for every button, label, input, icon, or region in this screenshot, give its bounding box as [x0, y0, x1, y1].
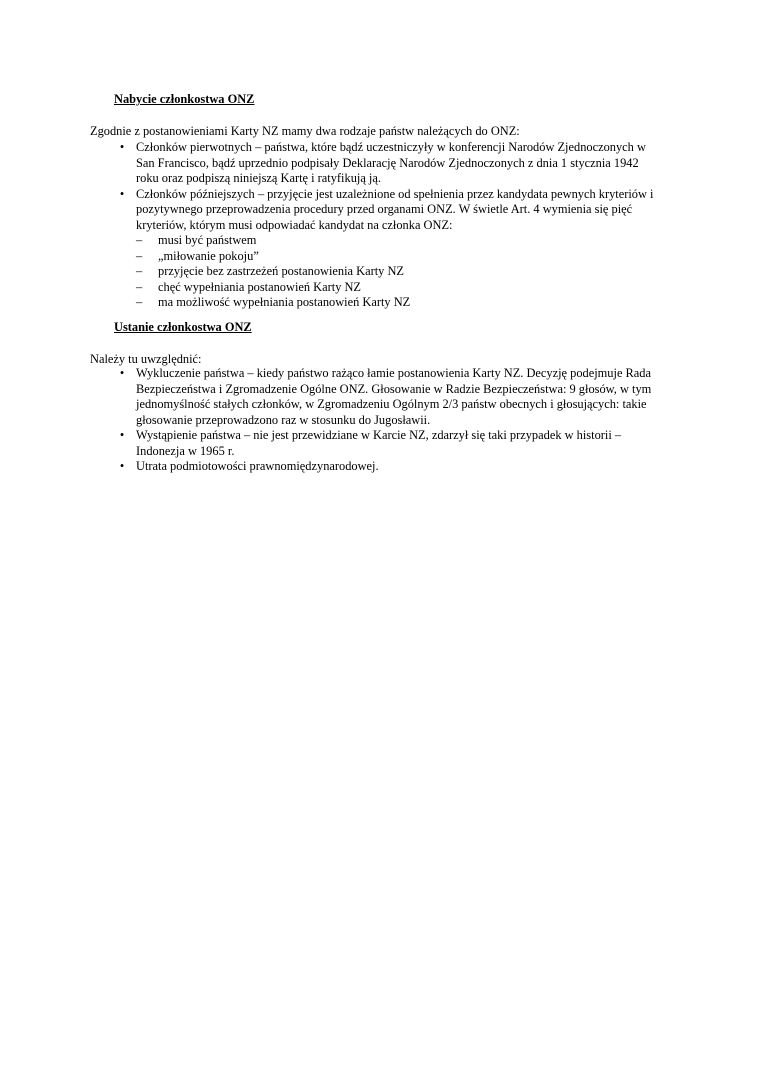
criteria-item: [90, 233, 660, 249]
criteria-item: [90, 295, 660, 311]
dash-icon: –: [136, 248, 143, 263]
membership-types-list: [90, 140, 660, 311]
bullet-icon: •: [119, 186, 125, 201]
criteria-text: chęć wypełniania postanowień Karty NZ: [158, 279, 361, 294]
criteria-item: [90, 249, 660, 265]
criteria-container: [90, 233, 660, 311]
dash-icon: –: [136, 233, 143, 247]
dash-icon: –: [136, 279, 143, 294]
criteria-text: przyjęcie bez zastrzeżeń postanowienia Karty NZ: [158, 264, 404, 278]
termination-list: [90, 366, 660, 475]
criteria-text: musi być państwem: [158, 233, 257, 247]
criteria-text: ma możliwość wypełniania postanowień Karty NZ: [158, 295, 411, 309]
dash-icon: –: [136, 264, 143, 278]
section-heading-termination: Ustanie członkostwa ONZ: [114, 320, 252, 334]
section-heading-acquisition: Nabycie członkostwa ONZ: [114, 92, 255, 106]
bullet-icon: •: [119, 366, 125, 380]
list-item: [90, 140, 656, 187]
bullet-icon: •: [119, 459, 125, 473]
list-item-text: Członków pierwotnych – państwa, które bądź uczestniczyły w konferencji Narodów Zjednoczonych w San Francisco, bądź uprzednio podpisały Deklarację Narodów Zjednoczonych z dnia 1 stycznia 1942 roku oraz podpiszą niniejszą Kartę i ratyfikują ją.: [136, 140, 646, 185]
section-intro-acquisition: Zgodnie z postanowieniami Karty NZ mamy dwa rodzaje państw należących do ONZ:: [90, 124, 520, 138]
list-item: [90, 366, 656, 428]
criteria-item: [90, 264, 660, 280]
bullet-icon: •: [119, 140, 125, 154]
criteria-text: „miłowanie pokoju”: [158, 248, 259, 263]
list-item-text: Wystąpienie państwa – nie jest przewidziane w Karcie NZ, zdarzył się taki przypadek w historii – Indonezja w 1965 r.: [136, 428, 622, 458]
list-item: [90, 187, 656, 234]
criteria-item: [90, 280, 660, 296]
bullet-icon: •: [119, 428, 125, 442]
list-item: [90, 428, 656, 459]
criteria-list: [90, 233, 660, 311]
list-item-text: Utrata podmiotowości prawnomiędzynarodowej.: [136, 459, 379, 473]
dash-icon: –: [136, 295, 143, 309]
list-item: [90, 459, 656, 475]
list-item-text: Członków późniejszych – przyjęcie jest uzależnione od spełnienia przez kandydata pewnych kryteriów i pozytywnego przeprowadzenia procedury przed organami ONZ. W świetle Art. 4 wymienia się pięć kryteriów, którym musi odpowiadać kandydat na członka ONZ:: [136, 186, 654, 232]
list-item-text: Wykluczenie państwa – kiedy państwo rażąco łamie postanowienia Karty NZ. Decyzję podejmuje Rada Bezpieczeństwa i Zgromadzenie Ogólne ONZ. Głosowanie w Radzie Bezpieczeństwa: 9 głosów, w tym jednomyślność stałych członków, w Zgromadzeniu Ogólnym 2/3 państw obecnych i głosujących: takie głosowanie przeprowadzono raz w stosunku do Jugosławii.: [136, 366, 652, 427]
section-intro-termination: Należy tu uwzględnić:: [90, 352, 202, 366]
